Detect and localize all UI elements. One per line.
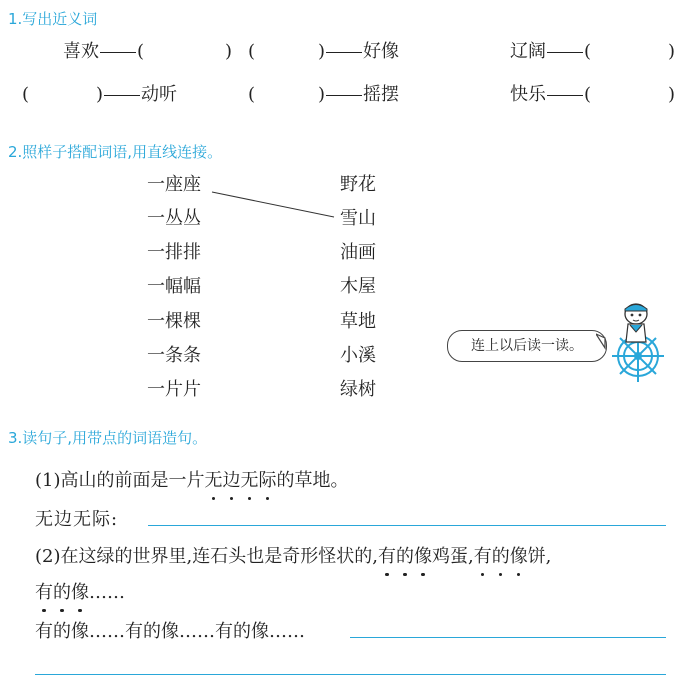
- paren-open: (: [22, 84, 30, 105]
- matching-left-item: 一条条: [147, 345, 201, 366]
- paren-open: (: [584, 41, 592, 62]
- paren-open: (: [584, 84, 592, 105]
- answer-blank-1[interactable]: [148, 525, 666, 526]
- matching-right-item: 野花: [340, 174, 376, 195]
- matching-left-item: 一排排: [147, 242, 201, 263]
- emphasis-char: 无: [240, 470, 259, 491]
- emphasis-char: 边: [222, 470, 241, 491]
- sailor-ship-wheel-icon: [596, 298, 676, 382]
- paren-close: ): [668, 41, 676, 62]
- emphasis-char: 有: [35, 582, 53, 603]
- paren-close: ): [318, 41, 326, 62]
- matching-right-item: 油画: [340, 242, 376, 263]
- emphasis-char: 像: [71, 582, 89, 603]
- sentence-1-suffix: 的草地。: [276, 470, 349, 491]
- matching-left-item: 一片片: [147, 379, 201, 400]
- word-yaobai: 摇摆: [363, 84, 400, 105]
- answer-label-1: 无边无际:: [35, 509, 119, 530]
- answer-blank-3[interactable]: [35, 674, 666, 675]
- paren-close: ): [318, 84, 326, 105]
- section2-heading: 2.照样子搭配词语,用直线连接。: [8, 143, 223, 161]
- paren-open: (: [248, 41, 256, 62]
- emphasis-char: 像: [413, 546, 432, 567]
- ellipsis: ……: [89, 582, 125, 603]
- section3-heading: 3.读句子,用带点的词语造句。: [8, 429, 208, 447]
- emphasis-char: 像: [509, 546, 528, 567]
- paren-close: ): [96, 84, 104, 105]
- sentence-1-prefix: (1)高山的前面是一片: [35, 470, 205, 491]
- paren-open: (: [137, 41, 145, 62]
- sentence-2-line2: [35, 582, 125, 604]
- word-haoxiang: 好像: [363, 41, 400, 62]
- matching-left-item: 一座座: [147, 174, 201, 195]
- matching-right-item: 小溪: [340, 345, 376, 366]
- section1-heading: 1.写出近义词: [8, 10, 98, 28]
- emphasis-char: 无: [204, 470, 223, 491]
- answer-label-2: 有的像……有的像……有的像……: [35, 621, 305, 642]
- word-xihuan: 喜欢: [63, 41, 99, 62]
- emphasis-char: 的: [53, 582, 71, 603]
- matching-left-item: 一丛丛: [147, 208, 201, 229]
- word-liaokuo: 辽阔: [510, 41, 546, 62]
- sentence-2-part-b: 鸡蛋,: [431, 546, 474, 567]
- matching-right-item: 木屋: [340, 276, 376, 297]
- word-dongting: 动听: [141, 84, 178, 105]
- paren-close: ): [668, 84, 676, 105]
- sentence-1: [35, 470, 349, 492]
- sentence-2: [35, 546, 551, 568]
- bubble-text: 连上以后读一读。: [471, 338, 583, 354]
- matching-right-item: 雪山: [340, 208, 376, 229]
- emphasis-char: 有: [473, 546, 492, 567]
- emphasis-char: 的: [395, 546, 414, 567]
- emphasis-char: 有: [377, 546, 396, 567]
- speech-bubble: [447, 330, 607, 362]
- matching-left-item: 一幅幅: [147, 276, 201, 297]
- matching-right-item: 绿树: [340, 379, 376, 400]
- emphasis-char: 的: [491, 546, 510, 567]
- word-kuaile: 快乐: [510, 84, 546, 105]
- matching-left-item: 一棵棵: [147, 311, 201, 332]
- paren-close: ): [225, 41, 233, 62]
- sentence-2-part-a: (2)在这绿的世界里,连石头也是奇形怪状的,: [35, 546, 378, 567]
- emphasis-char: 际: [258, 470, 277, 491]
- answer-blank-2[interactable]: [350, 637, 666, 638]
- matching-right-item: 草地: [340, 311, 376, 332]
- paren-open: (: [248, 84, 256, 105]
- sentence-2-part-c: 饼,: [527, 546, 552, 567]
